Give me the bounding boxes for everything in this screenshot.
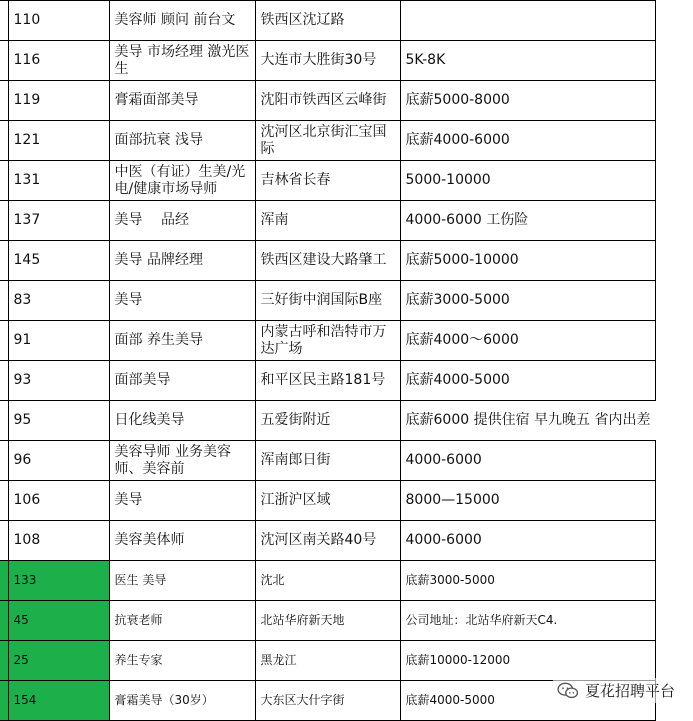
position-cell[interactable]: 美导 (109, 281, 255, 321)
row-marker-cell (0, 201, 8, 241)
table-row (0, 161, 655, 201)
location-cell[interactable]: 铁西区沈辽路 (255, 1, 400, 41)
row-marker-cell (0, 41, 8, 81)
row-marker-cell (0, 121, 8, 161)
row-marker-cell (0, 81, 8, 121)
salary-cell[interactable]: 底薪5000-10000 (400, 241, 655, 281)
location-cell[interactable]: 黑龙江 (255, 641, 400, 681)
position-cell[interactable]: 中医（有证）生美/光电/健康市场导师 (109, 161, 255, 201)
row-marker-cell (0, 321, 8, 361)
row-marker-cell (0, 561, 8, 601)
position-cell[interactable]: 抗衰老师 (109, 601, 255, 641)
id-cell[interactable]: 154 (8, 681, 109, 721)
location-cell[interactable]: 浑南 (255, 201, 400, 241)
location-cell[interactable]: 沈北 (255, 561, 400, 601)
salary-cell[interactable]: 底薪6000 提供住宿 早九晚五 省内出差 (400, 401, 655, 441)
location-cell[interactable]: 大连市大胜街30号 (255, 41, 400, 81)
watermark (553, 678, 679, 703)
position-cell[interactable]: 美导 品牌经理 (109, 241, 255, 281)
salary-cell[interactable]: 底薪5000-8000 (400, 81, 655, 121)
position-cell[interactable]: 膏霜美导（30岁） (109, 681, 255, 721)
row-marker-cell (0, 1, 8, 41)
id-cell[interactable]: 119 (8, 81, 109, 121)
id-cell[interactable]: 133 (8, 561, 109, 601)
position-cell[interactable]: 膏霜面部美导 (109, 81, 255, 121)
row-marker-cell (0, 641, 8, 681)
position-cell[interactable]: 面部 养生美导 (109, 321, 255, 361)
salary-cell[interactable]: 4000-6000 (400, 521, 655, 561)
salary-cell[interactable]: 5K-8K (400, 41, 655, 81)
salary-cell[interactable]: 底薪3000-5000 (400, 561, 655, 601)
location-cell[interactable]: 内蒙古呼和浩特市万达广场 (255, 321, 400, 361)
location-cell[interactable]: 沈河区南关路40号 (255, 521, 400, 561)
salary-cell[interactable] (400, 1, 655, 41)
position-cell[interactable]: 日化线美导 (109, 401, 255, 441)
table-row (0, 401, 655, 441)
id-cell[interactable]: 110 (8, 1, 109, 41)
row-marker-cell (0, 281, 8, 321)
row-marker-cell (0, 401, 8, 441)
id-cell[interactable]: 95 (8, 401, 109, 441)
location-cell[interactable]: 沈阳市铁西区云峰街 (255, 81, 400, 121)
salary-cell[interactable]: 8000—15000 (400, 481, 655, 521)
id-cell[interactable]: 93 (8, 361, 109, 401)
table-row (0, 441, 655, 481)
row-marker-cell (0, 361, 8, 401)
row-marker-cell (0, 681, 8, 721)
table-row (0, 1, 655, 41)
salary-cell[interactable]: 4000-6000 工伤险 (400, 201, 655, 241)
salary-cell[interactable]: 底薪4000-6000 (400, 121, 655, 161)
location-cell[interactable]: 铁西区建设大路肇工 (255, 241, 400, 281)
table-row (0, 121, 655, 161)
id-cell[interactable]: 131 (8, 161, 109, 201)
table-row (0, 281, 655, 321)
position-cell[interactable]: 美导 市场经理 激光医生 (109, 41, 255, 81)
table-row (0, 241, 655, 281)
wechat-icon (557, 682, 579, 700)
table-row (0, 641, 655, 681)
location-cell[interactable]: 大东区大什字街 (255, 681, 400, 721)
watermark-text: 夏花招聘平台 (584, 682, 675, 700)
table-row (0, 201, 655, 241)
salary-cell[interactable]: 底薪4000～6000 (400, 321, 655, 361)
table-row (0, 601, 655, 641)
id-cell[interactable]: 145 (8, 241, 109, 281)
location-cell[interactable]: 吉林省长春 (255, 161, 400, 201)
table-row (0, 481, 655, 521)
position-cell[interactable]: 美容美体师 (109, 521, 255, 561)
salary-cell[interactable]: 底薪10000-12000 (400, 641, 655, 681)
row-marker-cell (0, 161, 8, 201)
id-cell[interactable]: 116 (8, 41, 109, 81)
id-cell[interactable]: 45 (8, 601, 109, 641)
salary-cell[interactable]: 底薪4000-5000 (400, 681, 655, 721)
location-cell[interactable]: 和平区民主路181号 (255, 361, 400, 401)
salary-cell[interactable]: 底薪3000-5000 (400, 281, 655, 321)
id-cell[interactable]: 25 (8, 641, 109, 681)
id-cell[interactable]: 121 (8, 121, 109, 161)
position-cell[interactable]: 美导 品经 (109, 201, 255, 241)
location-cell[interactable]: 沈河区北京街汇宝国际 (255, 121, 400, 161)
table-row (0, 81, 655, 121)
table-row (0, 361, 655, 401)
position-cell[interactable]: 美容导师 业务美容师、美容前 (109, 441, 255, 481)
location-cell[interactable]: 北站华府新天地 (255, 601, 400, 641)
position-cell[interactable]: 面部抗衰 浅导 (109, 121, 255, 161)
position-cell[interactable]: 养生专家 (109, 641, 255, 681)
position-cell[interactable]: 面部美导 (109, 361, 255, 401)
row-marker-cell (0, 601, 8, 641)
id-cell[interactable]: 91 (8, 321, 109, 361)
id-cell[interactable]: 106 (8, 481, 109, 521)
table-row (0, 41, 655, 81)
salary-cell[interactable]: 底薪4000-5000 (400, 361, 655, 401)
location-cell[interactable]: 浑南郎日街 (255, 441, 400, 481)
row-marker-cell (0, 521, 8, 561)
id-cell[interactable]: 83 (8, 281, 109, 321)
position-cell[interactable]: 医生 美导 (109, 561, 255, 601)
id-cell[interactable]: 137 (8, 201, 109, 241)
row-marker-cell (0, 441, 8, 481)
row-marker-cell (0, 481, 8, 521)
location-cell[interactable]: 三好街中润国际B座 (255, 281, 400, 321)
id-cell[interactable]: 96 (8, 441, 109, 481)
table-row (0, 561, 655, 601)
table-row (0, 321, 655, 361)
salary-cell[interactable]: 公司地址：北站华府新天C4. (400, 601, 655, 641)
id-cell[interactable]: 108 (8, 521, 109, 561)
location-cell[interactable]: 五爱街附近 (255, 401, 400, 441)
location-cell[interactable]: 江浙沪区域 (255, 481, 400, 521)
row-marker-cell (0, 241, 8, 281)
salary-cell[interactable]: 4000-6000 (400, 441, 655, 481)
position-cell[interactable]: 美容师 顾问 前台文 (109, 1, 255, 41)
table-row (0, 521, 655, 561)
salary-cell[interactable]: 5000-10000 (400, 161, 655, 201)
position-cell[interactable]: 美导 (109, 481, 255, 521)
